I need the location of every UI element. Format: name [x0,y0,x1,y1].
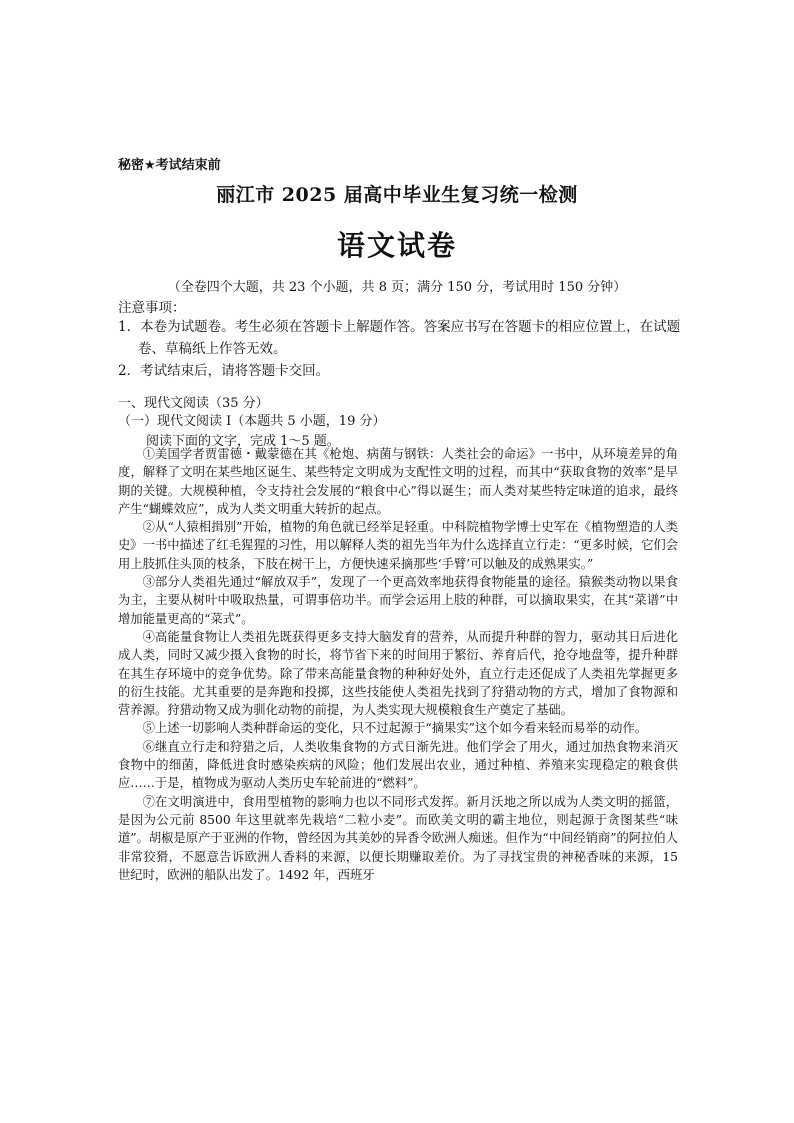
notice-list [118,316,688,382]
passage-paragraph: ④高能量食物让人类祖先既获得更多支持大脑发育的营养，从而提升种群的智力，驱动其日后进化成人类，同时又减少摄入食物的时长，将节省下来的时间用于繁衍、养育后代，抢夺地盘等，提升种群在其生存环境中的竞争优势。除了带来高能量食物的种种好处外，直立行走还促成了人类祖先掌握更多的衍生技能。尤其重要的是奔跑和投掷，这些技能使人类祖先找到了狩猎动物的方式，增加了食物源和营养源。狩猎动物又成为驯化动物的前提，为人类实现大规模粮食生产奠定了基础。 [118,629,678,718]
passage-paragraph: ③部分人类祖先通过“解放双手”，发现了一个更高效率地获得食物能量的途径。猿猴类动物以果食为主，主要从树叶中吸取热量，可谓事倍功半。而学会运用上肢的种群，可以摘取果实，在其“菜谱”中增加能量更高的“菜式”。 [118,575,678,626]
passage-paragraph: ①美国学者贾雷德・戴蒙德在其《枪炮、病菌与钢铁：人类社会的命运》一书中，从环境差异的角度，解释了文明在某些地区诞生、某些特定文明成为支配性文明的过程，而其中“获取食物的效率”是早期的关键。大规模种植，令支持社会发展的“粮食中心”得以诞生；而人类对某些特定味道的追求，最终产生“蝴蝶效应”，成为人类文明重大转折的起点。 [118,447,678,516]
subsection-heading: （一）现代文阅读 I（本题共 5 小题，19 分） [118,414,386,429]
reading-instruction: 阅读下面的文字，完成 1～5 题。 [146,434,340,449]
notice-heading: 注意事项： [118,300,186,316]
reading-passage [118,445,678,884]
passage-paragraph: ②从“人猿相揖别”开始，植物的角色就已经举足轻重。中科院植物学博士史军在《植物塑造的人类史》一书中描述了红毛猩猩的习性，用以解释人类的祖先当年为什么选择直立行走：“更多时候，它们会用上肢抓住头顶的枝条，下肢在树干上，方便快速采摘那些‘手臂’可以触及的成熟果实。” [118,520,678,571]
notice-item: 2．考试结束后，请将答题卡交回。 [118,363,330,379]
exam-info: （全卷四个大题，共 23 个小题，共 8 页；满分 150 分，考试用时 150 分钟） [167,280,627,295]
passage-paragraph: ⑤上述一切影响人类种群命运的变化，只不过起源于“摘果实”这个如今看来轻而易举的动作。 [142,721,648,736]
notice-item: 1．本卷为试题卷。考生必须在答题卡上解题作答。答案应书写在答题卡的相应位置上，在试题卷、草稿纸上作答无效。 [118,319,681,357]
passage-paragraph: ⑥继直立行走和狩猎之后，人类收集食物的方式日渐先进。他们学会了用火，通过加热食物来消灭食物中的细菌，降低进食时感染疾病的风险；他们发展出农业，通过种植、养殖来实现稳定的粮食供应……于是，植物成为驱动人类历史车轮前进的“燃料”。 [118,739,678,791]
subject-title: 语文试卷 [336,229,457,262]
confidential-label: 秘密★考试结束前 [118,158,221,173]
exam-title: 丽江市 2025 届高中毕业生复习统一检测 [216,184,578,206]
passage-paragraph: ⑦在文明演进中，食用型植物的影响力也以不同形式发挥。新月沃地之所以成为人类文明的摇篮，是因为公元前 8500 年这里就率先栽培“二粒小麦”。而欧美文明的霸主地位，则起源于贪图某些“味道”。胡椒是原产于亚洲的作物，曾经因为其美妙的异香令欧洲人痴迷。但作为“中间经销商”的阿拉伯人非常狡猾，不愿意告诉欧洲人香料的来源，以便长期赚取差价。为了寻找宝贵的神秘香味的来源，15 世纪时，欧洲的船队出发了。1492 年，西班牙 [118,794,678,882]
section-heading: 一、现代文阅读（35 分） [118,396,269,411]
